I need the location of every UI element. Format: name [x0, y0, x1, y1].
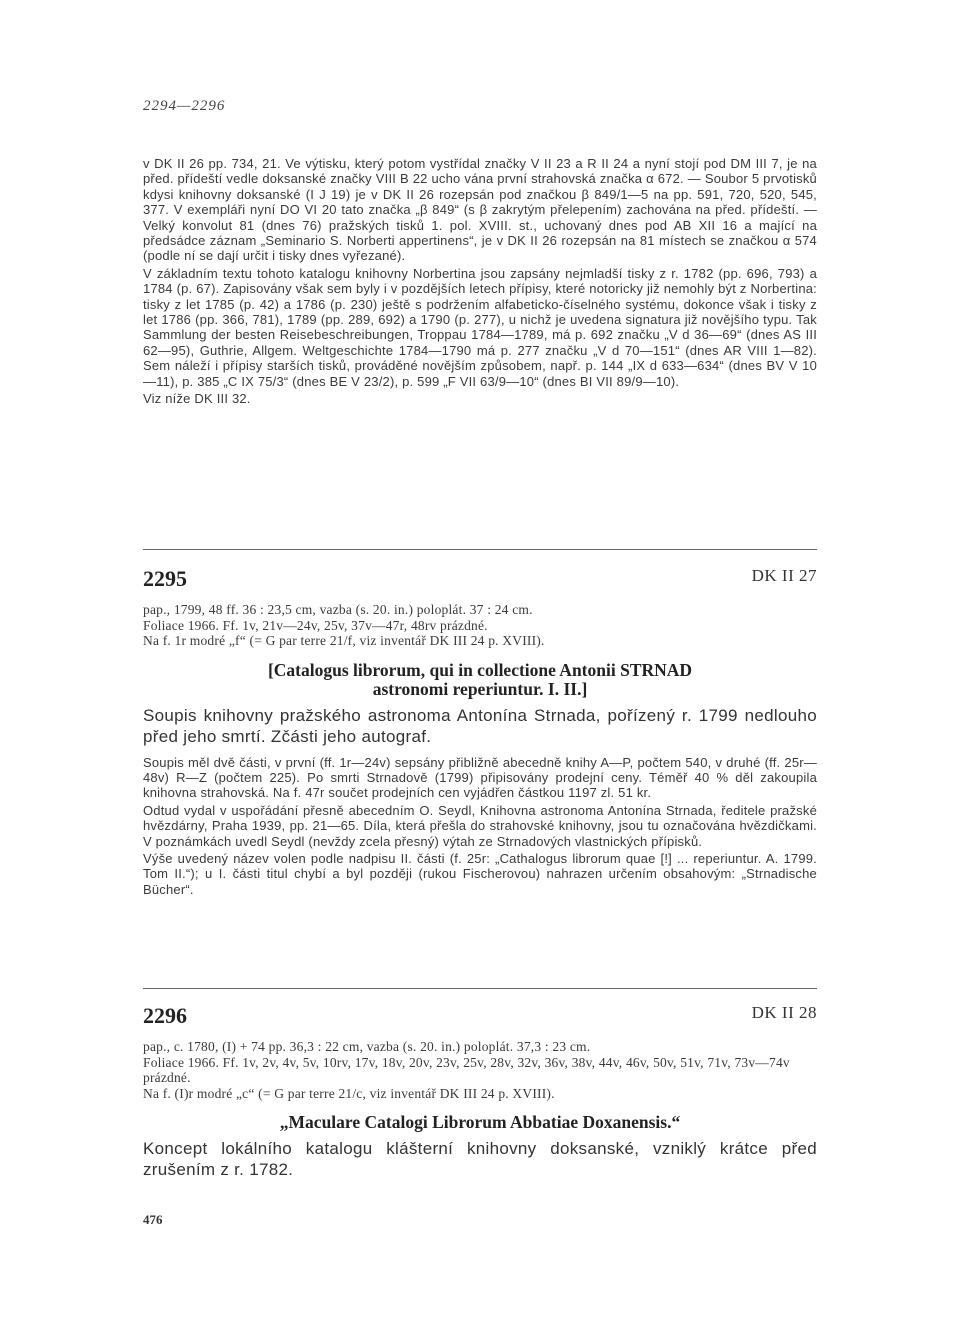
entry-note: Soupis měl dvě části, v první (ff. 1r—24v) sepsány přibližně abecedně knihy A—P, počtem 540, v druhé (ff. 25r—48v) R—Z (počtem 225). Po smrti Strnadově (1799) připisovány prodejní ceny. Téměř 40 % děl zakoupila knihovna strahovská. Na f. 47r součet prodejních cen vyjádřen částkou 1197 zl. 51 kr. — [143, 754, 817, 801]
entry-description: Soupis knihovny pražského astronoma Antonína Strnada, pořízený r. 1799 nedlouho před jeho smrtí. Zčásti jeho autograf. — [143, 705, 817, 746]
intro-paragraph: v DK II 26 pp. 734, 21. Ve výtisku, který potom vystřídal značky V II 23 a R II 24 a nyní stojí pod DM III 7, je na před. přídeští vedle doksanské značky VIII B 22 ucho vána první strahovská značka α 672. — Soubor 5 prvotisků kdysi knihovny doksanské (I J 19) je v DK II 26 rozepsán pod značkou β 849/1—5 na pp. 591, 720, 520, 545, 377. V exempláři nyní DO VI 20 tato značka „β 849“ (s β zakrytým přelepením) zachována na před. přídeští. — Velký konvolut 81 (dnes 76) pražských tisků 1. pol. XVIII. st., uchovaný dnes pod AB XII 16 a mající na předsádce záznam „Seminario S. Norberti appertinens“, je v DK II 26 rozepsán na 81 místech se značkou α 574 (podle ní se dají určit i tisky dnes vyřezané). — [143, 156, 817, 264]
physical-line: Foliace 1966. Ff. 1v, 21v—24v, 25v, 37v—47r, 48rv prázdné. — [143, 617, 488, 633]
physical-description — [143, 602, 817, 649]
entry-title-line: „Maculare Catalogi Librorum Abbatiae Doxanensis.“ — [279, 1112, 681, 1132]
entry-shelfmark: DK II 27 — [751, 566, 817, 585]
entry-title-line: [Catalogus librorum, qui in collectione Antonii STRNAD — [267, 659, 693, 680]
catalog-entry-2296 — [143, 1003, 817, 1188]
intro-continuation — [143, 156, 817, 407]
section-divider — [143, 988, 817, 989]
intro-paragraph: Viz níže DK III 32. — [143, 391, 251, 407]
catalog-entry-2295 — [143, 566, 817, 897]
page-number: 476 — [143, 1212, 163, 1227]
entry-number: 2295 — [143, 566, 187, 591]
running-head: 2294—2296 — [143, 98, 226, 114]
physical-line: Na f. (I)r modré „c“ (= G par terre 21/c, viz inventář DK III 24 p. XVIII). — [143, 1085, 555, 1101]
entry-note: Odtud vydal v uspořádání přesně abecedním O. Seydl, Knihovna astronoma Antonína Strnada, ředitele pražské hvězdárny, Praha 1939, pp. 21—65. Díla, která přešla do strahovské knihovny, jsou tu označována hvězdičkami. V poznámkách uvedl Seydl (nevždy zcela přesný) výtah ze Strnadových vlastnických přípisků. — [143, 802, 817, 849]
entry-title — [163, 1113, 797, 1132]
intro-paragraph: V základním textu tohoto katalogu knihovny Norbertina jsou zapsány nejmladší tisky z r. 1782 (pp. 696, 793) a 1784 (p. 67). Zapisovány však sem byly i v pozdějších letech přípisy, které notoricky již nemohly být z Norbertina: tisky z let 1785 (p. 42) a 1786 (p. 230) ještě s podržením alfabeticko-číselného systému, dokonce však i tisky z let 1786 (pp. 366, 781), 1789 (pp. 289, 692) a 1790 (p. 277), u nichž je uvedena signatura již novějšího typu. Tak Sammlung der besten Reisebeschreibungen, Troppau 1784—1789, má p. 692 značku „V d 36—69“ (dnes AS III 62—95), Guthrie, Allgem. Weltgeschichte 1784—1790 má p. 277 značku „V d 70—151“ (dnes AR VIII 1—82). Sem náleží i přípisy starších tisků, prováděné novějším způsobem, např. p. 144 „IX d 633—634“ (dnes BV V 10—11), p. 385 „C IX 75/3“ (dnes BE V 23/2), p. 599 „F VII 63/9—10“ (dnes BI VII 89/9—10). — [143, 265, 817, 389]
entry-number: 2296 — [143, 1003, 187, 1028]
physical-description — [143, 1039, 817, 1101]
entry-note: Výše uvedený název volen podle nadpisu II. části (f. 25r: „Cathalogus librorum quae [!] ... reperiuntur. A. 1799. Tom II.“); u I. části titul chybí a byl později (rukou Fischerovou) nahrazen určením obsahovým: „Strnadische Bücher“. — [143, 850, 817, 897]
entry-shelfmark: DK II 28 — [751, 1003, 817, 1022]
section-divider — [143, 549, 817, 550]
physical-line: Foliace 1966. Ff. 1v, 2v, 4v, 5v, 10rv, 17v, 18v, 20v, 23v, 25v, 28v, 32v, 36v, 38v, 44v, 46v, 50v, 51v, 71v, 73v—74v prázdné. — [143, 1054, 790, 1085]
physical-line: Na f. 1r modré „f“ (= G par terre 21/f, viz inventář DK III 24 p. XVIII). — [143, 633, 545, 648]
entry-title-line: astronomi reperiuntur. I. II.] — [372, 678, 588, 699]
entry-title — [163, 661, 797, 699]
physical-line: pap., c. 1780, (I) + 74 pp. 36,3 : 22 cm, vazba (s. 20. in.) poloplát. 37,3 : 23 cm. — [143, 1039, 591, 1054]
entry-description: Koncept lokálního katalogu klášterní knihovny doksanské, vzniklý krátce před zrušením z r. 1782. — [143, 1139, 817, 1179]
physical-line: pap., 1799, 48 ff. 36 : 23,5 cm, vazba (s. 20. in.) poloplát. 37 : 24 cm. — [143, 602, 533, 617]
